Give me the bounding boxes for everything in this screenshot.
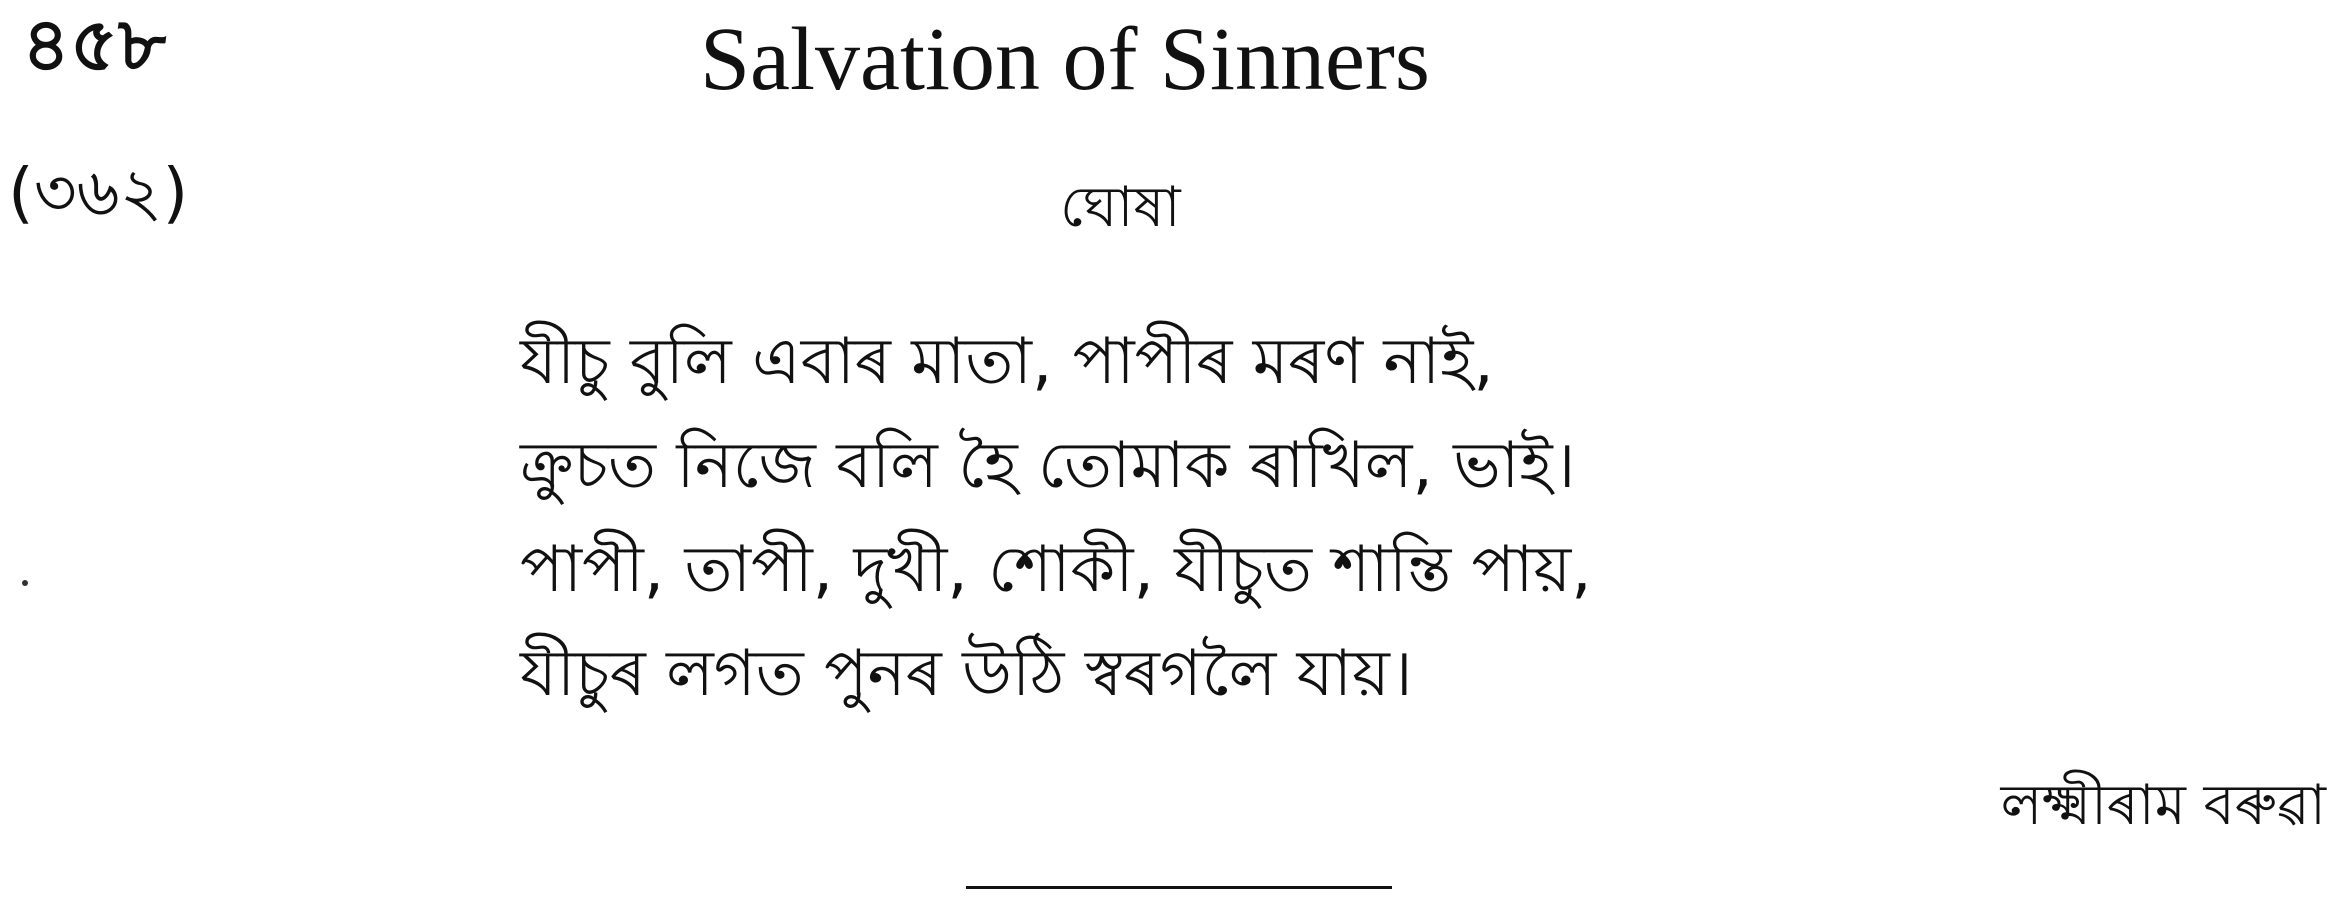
author-name: লক্ষ্মীৰাম বৰুৱা bbox=[2000, 773, 2326, 838]
hymn-title: Salvation of Sinners bbox=[700, 10, 1430, 109]
verse-line: ক্রুচত নিজে বলি হৈ তোমাক ৰাখিল, ভাই। bbox=[520, 429, 1576, 503]
hymn-number: ৪৫৮ bbox=[22, 2, 167, 88]
verse bbox=[520, 310, 2020, 726]
verse-line: যীচু বুলি এবাৰ মাতা, পাপীৰ মৰণ নাই, bbox=[520, 325, 1494, 399]
verse-line: পাপী, তাপী, দুখী, শোকী, যীচুত শান্তি পায়, bbox=[520, 533, 1592, 607]
verse-line: যীচুৰ লগত পুনৰ উঠি স্বৰগলৈ যায়। bbox=[520, 637, 1413, 711]
ink-speck bbox=[22, 580, 28, 586]
alternate-hymn-number: (৩৬২) bbox=[8, 154, 189, 231]
tune-name: ঘোষা bbox=[1060, 175, 1181, 240]
section-divider bbox=[966, 886, 1392, 889]
